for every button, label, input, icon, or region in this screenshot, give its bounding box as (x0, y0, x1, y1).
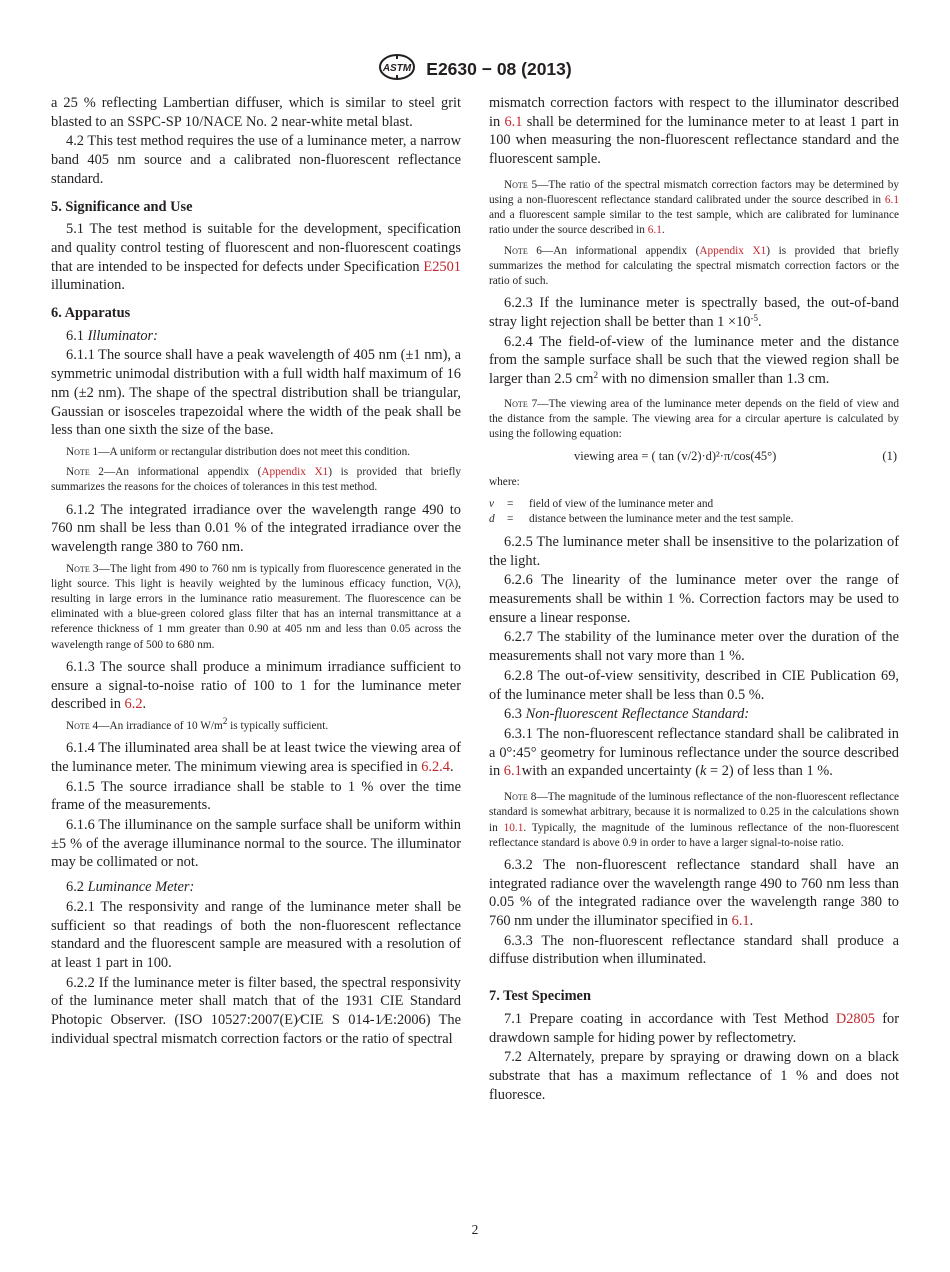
note-1: Note 1—A uniform or rectangular distribution does not meet this condition. (66, 445, 411, 458)
paragraph-6-3-1: 6.3.1 The non-fluorescent reflectance standard shall be calibrated in a 0°:45° geometry for luminous reflectance under the source described in 6.1with an expanded uncertainty (k = 2) of less than 1 %. (489, 726, 899, 780)
paragraph-6-1-2: 6.1.2 The integrated irradiance over the wavelength range 490 to 760 nm shall be less than 0.01 % of the integrated irradiance over the wavelength range 380 to 760 nm. (51, 501, 461, 555)
section-heading-6: 6. Apparatus (51, 305, 131, 322)
paragraph-7-1: 7.1 Prepare coating in accordance with Test Method D2805 for drawdown sample for hiding power by reflectometry. (489, 1010, 899, 1046)
left-column (51, 94, 461, 1049)
paragraph-6-2-7: 6.2.7 The stability of the luminance meter over the duration of the measurements shall not vary more than 1 %. (489, 629, 899, 665)
note-3: Note 3—The light from 490 to 760 nm is typically from fluorescence generated in the light source. This light is heavily weighted by the luminous efficacy function, V(λ), resulting in large errors in the luminance ratio measurement. The fluorescence can be eliminated with a blue-green colored glass filter that has an internal transmittance at a reference thickness of 1 mm greater than 0.90 at 405 nm and less than 0.05 across the wavelength range of 500 to 680 nm. (51, 562, 461, 651)
link-6-1[interactable]: 6.1 (884, 194, 899, 207)
where-label: where: (489, 476, 520, 489)
note-4: Note 4—An irradiance of 10 $W/m^2$ is typically sufficient. (66, 716, 329, 732)
paragraph-7-2: 7.2 Alternately, prepare by spraying or drawing down on a black substrate that has a maximum reflectance of 1 % and does not fluoresce. (489, 1049, 899, 1103)
paragraph-6-2-5: 6.2.5 The luminance meter shall be insensitive to the polarization of the light. (489, 533, 899, 569)
paragraph-6-3-3: 6.3.3 The non-fluorescent reflectance standard shall produce a diffuse distribution when illuminated. (489, 932, 899, 968)
paragraph-6-3-2: 6.3.2 The non-fluorescent reflectance standard shall have an integrated radiance over the wavelength range 490 to 760 nm less than 0.05 % of the integrated radiance over the wavelength range 380 to 760 nm under the illuminator specified in 6.1. (489, 856, 899, 930)
link-6-1[interactable]: 6.1 (504, 113, 523, 130)
link-6-2[interactable]: 6.2 (124, 696, 143, 713)
link-appendix-x1[interactable]: Appendix X1 (699, 244, 767, 257)
svg-text:ASTM: ASTM (383, 63, 412, 74)
paragraph-intro: a 25 % reflecting Lambertian diffuser, which is similar to steel grit blasted to an SSPC-SP 10/NACE No. 2 near-white metal blast. (51, 95, 461, 130)
standard-designation: E2630 − 08 (2013) (426, 59, 572, 79)
link-6-2-4[interactable]: 6.2.4 (421, 758, 450, 775)
link-e2501[interactable]: E2501 (423, 258, 461, 275)
link-10-1[interactable]: 10.1 (503, 821, 524, 834)
page-number: 2 (471, 1222, 479, 1237)
paragraph-6-2-8: 6.2.8 The out-of-view sensitivity, described in CIE Publication 69, of the luminance meter shall be less than 0.5 %. (489, 667, 899, 703)
equation-number: (1) (882, 449, 897, 464)
paragraph-6-3: 6.3 Non-fluorescent Reflectance Standard: (504, 706, 750, 723)
paragraph-4-2: 4.2 This test method requires the use of a luminance meter, a narrow band 405 nm source and a calibrated non-fluorescent reflectance standard. (51, 133, 461, 187)
paragraph-6-2-6: 6.2.6 The linearity of the luminance meter over the range of measurements shall be within 1 %. Correction factors may be used to ensure a linear response. (489, 572, 899, 626)
equation-1 (489, 447, 899, 469)
link-appendix-x1[interactable]: Appendix X1 (261, 466, 329, 479)
link-6-1[interactable]: 6.1 (503, 763, 522, 780)
paragraph-6-2-3: 6.2.3 If the luminance meter is spectrally based, the out-of-band stray light rejection shall be better than $1 \times 10^{-5}$. (489, 295, 899, 330)
paragraph-6-1-1: 6.1.1 The source shall have a peak wavelength of 405 nm (±1 nm), a symmetric unimodal distribution with a full width half maximum of 16 nm (±2 nm). The shape of the spectral distribution shall be triangular, Gaussian or isosceles trapezoidal where the width of the peak shall be less than one sixth the size of the base. (51, 347, 461, 439)
paragraph-6-1: 6.1 Illuminator: (66, 327, 158, 344)
link-6-1[interactable]: 6.1 (731, 913, 750, 930)
note-6: Note 6—An informational appendix (Appendix X1) is provided that briefly summarizes the method for calculating the spectral mismatch correction factors or the ratio of such. (489, 244, 900, 288)
definition-d: d = distance between the luminance meter and the test sample. (489, 512, 794, 525)
paragraph-6-2: 6.2 Luminance Meter: (66, 879, 195, 896)
astm-logo-icon (378, 53, 416, 86)
page-header (0, 53, 950, 85)
definition-v: v = field of view of the luminance meter and (489, 497, 714, 510)
paragraph-6-1-5: 6.1.5 The source irradiance shall be stable to 1 % over the time frame of the measurements. (51, 778, 461, 814)
paragraph-5-1: 5.1 The test method is suitable for the development, specification and quality control testing of fluorescent and non-fluorescent coatings that are intended to be inspected for defects under Specification E2501 illumination. (51, 221, 461, 294)
paragraph-6-1-6: 6.1.6 The illuminance on the sample surface shall be uniform within ±5 % of the average illuminance normal to the source. The illuminator may be collimated or not. (51, 817, 461, 871)
paragraph-6-2-4: 6.2.4 The field-of-view of the luminance meter and the distance from the sample surface shall be such that the viewed region shall be larger than 2.5 $cm^2$ with no dimension smaller than 1.3 cm. (489, 333, 899, 388)
paragraph-6-1-3: 6.1.3 The source shall produce a minimum irradiance sufficient to ensure a signal-to-noise ratio of 100 to 1 for the luminance meter described in 6.2. (51, 658, 461, 713)
paragraph-6-2-1: 6.2.1 The responsivity and range of the luminance meter shall be sufficient so that readings of both the non-fluorescent reflectance standard and the fluorescent sample are measured with a resolution of at least 1 part in 100. (51, 898, 461, 971)
right-column (489, 94, 899, 1105)
note-5: Note 5—The ratio of the spectral mismatch correction factors may be determined by using a non-fluorescent reflectance standard calibrated under the source described in 6.1 and a fluorescent sample similar to the test sample, which are calibrated for luminance ratio under the source described in 6.1. (489, 178, 900, 237)
note-8: Note 8—The magnitude of the luminous reflectance of the non-fluorescent reflectance standard is somewhat arbitrary, because it is normalized to 0.25 in the calculations shown in 10.1. Typically, the magnitude of the luminous reflectance of the non-fluorescent reflectance standard is above 0.9 in order to have a larger signal-to-noise ratio. (489, 791, 900, 849)
note-2: Note 2—An informational appendix (Appendix X1) is provided that briefly summarizes the reasons for the choices of tolerances in this test method. (51, 466, 462, 494)
equation-expression: viewing area = ( tan (v/2)·d)²·π/cos(45°) (574, 449, 777, 464)
paragraph-6-2-2: 6.2.2 If the luminance meter is filter based, the spectral responsivity of the luminance meter shall match that of the 1931 CIE Standard Photopic Observer. (ISO 10527:2007(E)⁄CIE S 014-1⁄E:2006) The individual spectral mismatch correction factors or the ratio of spectral (51, 974, 461, 1047)
link-6-1[interactable]: 6.1 (647, 224, 662, 237)
section-heading-5: 5. Significance and Use (51, 198, 193, 215)
section-heading-7: 7. Test Specimen (489, 988, 591, 1005)
link-d2805[interactable]: D2805 (835, 1010, 875, 1027)
note-7: Note 7—The viewing area of the luminance meter depends on the field of view and the distance from the sample. The viewing area for a circular aperture is calculated by using the following equation: (489, 397, 899, 441)
paragraph-6-2-2-continued: mismatch correction factors with respect to the illuminator described in 6.1 shall be determined for the luminance meter to at least 1 part in 100 when measuring the non-fluorescent reflectance standard and the fluorescent sample. (489, 95, 899, 168)
paragraph-6-1-4: 6.1.4 The illuminated area shall be at least twice the viewing area of the luminance meter. The minimum viewing area is specified in 6.2.4. (51, 740, 461, 775)
